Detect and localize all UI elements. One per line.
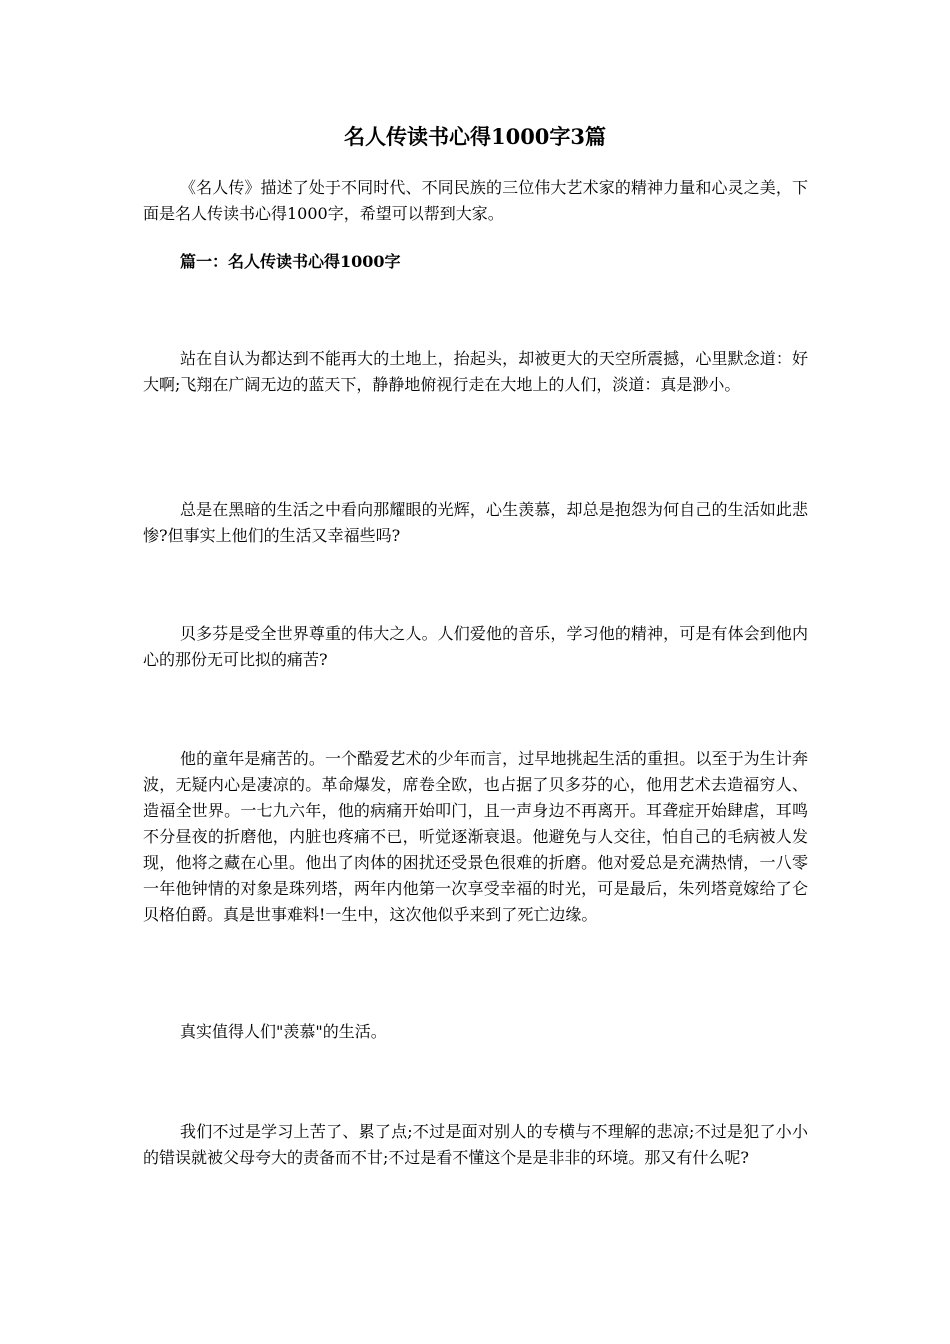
body-paragraph-1: 站在自认为都达到不能再大的土地上，抬起头，却被更大的天空所震撼，心里默念道：好大啊;飞翔在广阔无边的蓝天下，静静地俯视行走在大地上的人们，淡道：真是渺小。 bbox=[143, 349, 808, 394]
section-heading: 篇一：名人传读书心得1000字 bbox=[180, 252, 401, 271]
body-paragraph-5: 真实值得人们"羡慕"的生活。 bbox=[180, 1022, 387, 1041]
intro-paragraph: 《名人传》描述了处于不同时代、不同民族的三位伟大艺术家的精神力量和心灵之美，下面是名人传读书心得1000字，希望可以帮到大家。 bbox=[143, 178, 808, 223]
body-paragraph-4: 他的童年是痛苦的。一个酷爱艺术的少年而言，过早地挑起生活的重担。以至于为生计奔波，无疑内心是凄凉的。革命爆发，席卷全欧，也占据了贝多芬的心，他用艺术去造福穷人、造福全世界。一七九六年，他的病痛开始叩门，且一声身边不再离开。耳聋症开始肆虐，耳鸣不分昼夜的折磨他，内脏也疼痛不已，听觉逐渐衰退。他避免与人交往，怕自己的毛病被人发现，他将之藏在心里。他出了肉体的困扰还受景色很难的折磨。他对爱总是充满热情，一八零一年他钟情的对象是珠列塔，两年内他第一次享受幸福的时光，可是最后，朱列塔竟嫁给了仑贝格伯爵。真是世事难料!一生中，这次他似乎来到了死亡边缘。 bbox=[143, 749, 808, 924]
body-paragraph-6: 我们不过是学习上苦了、累了点;不过是面对别人的专横与不理解的悲凉;不过是犯了小小的错误就被父母夸大的责备而不甘;不过是看不懂这个是是非非的环境。那又有什么呢? bbox=[143, 1122, 808, 1167]
body-paragraph-2: 总是在黑暗的生活之中看向那耀眼的光辉，心生羡慕，却总是抱怨为何自己的生活如此悲惨?但事实上他们的生活又幸福些吗? bbox=[143, 500, 808, 545]
body-paragraph-3: 贝多芬是受全世界尊重的伟大之人。人们爱他的音乐，学习他的精神，可是有体会到他内心的那份无可比拟的痛苦? bbox=[143, 624, 808, 669]
document-title: 名人传读书心得1000字3篇 bbox=[343, 124, 607, 149]
